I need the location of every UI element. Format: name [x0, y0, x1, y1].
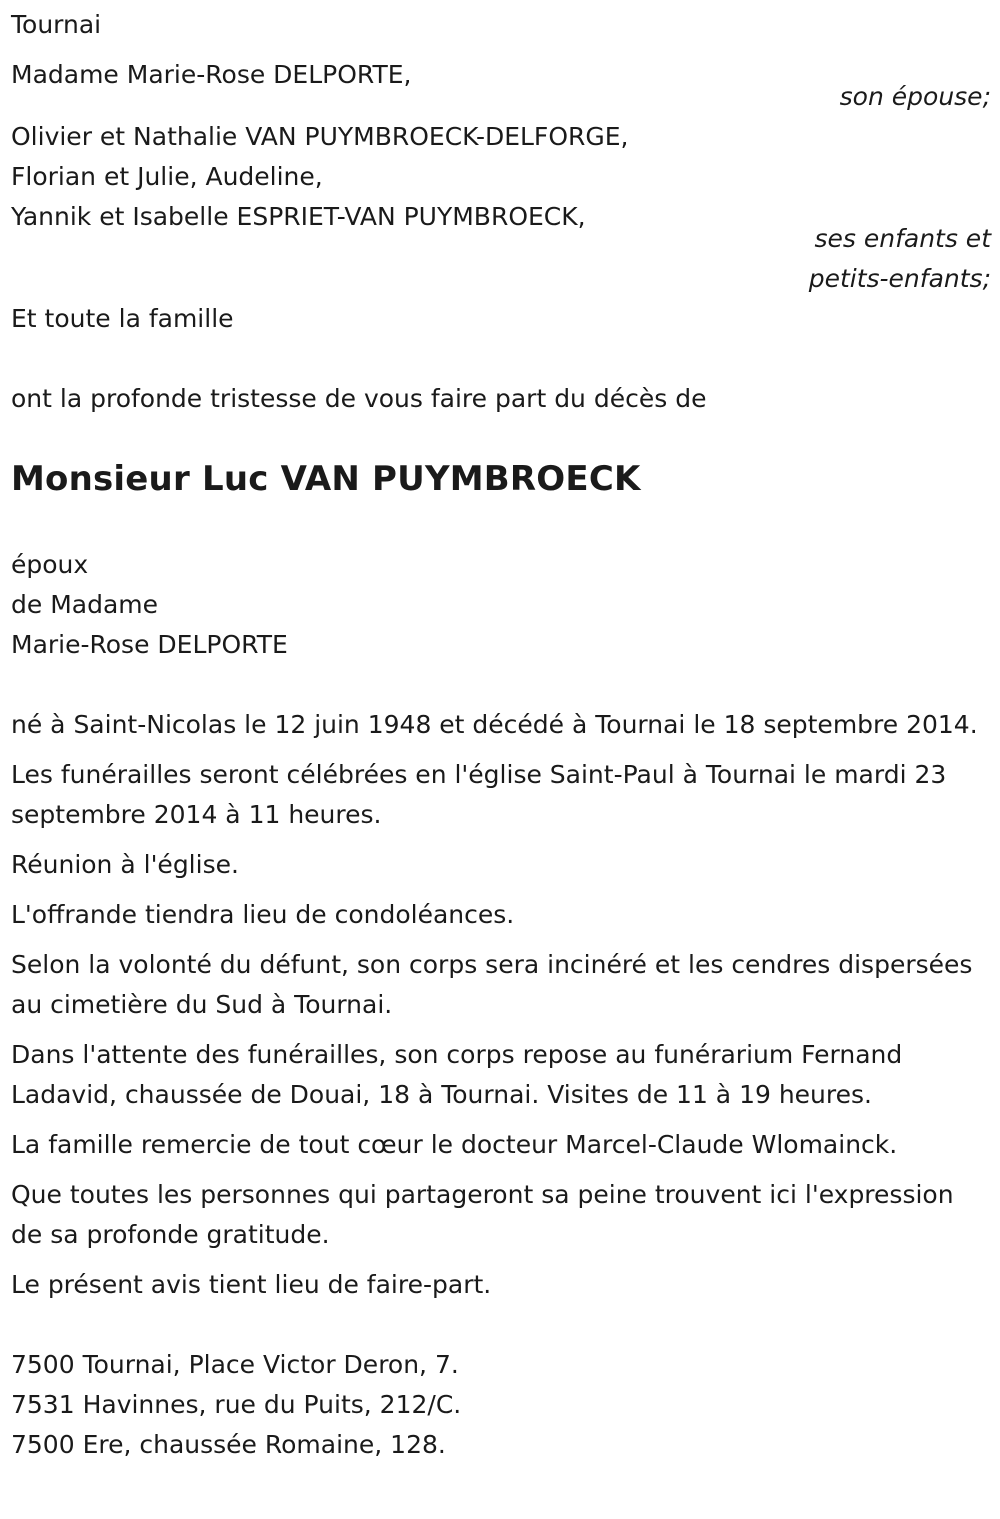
address-2: 7531 Havinnes, rue du Puits, 212/C.: [11, 1390, 462, 1419]
meeting-paragraph: Réunion à l'église.: [11, 850, 239, 879]
children-line-2: Florian et Julie, Audeline,: [11, 162, 323, 191]
address-1: 7500 Tournai, Place Victor Deron, 7.: [11, 1350, 459, 1379]
deceased-name: Monsieur Luc VAN PUYMBROECK: [11, 459, 641, 499]
children-relation-1: ses enfants et: [814, 224, 991, 253]
gratitude-paragraph: Que toutes les personnes qui partageront sa peine trouvent ici l'expression de sa profonde gratitude.: [11, 1180, 954, 1249]
funerarium-paragraph: Dans l'attente des funérailles, son corps repose au funérarium Fernand Ladavid, chaussée de Douai, 18 à Tournai. Visites de 11 à 19 heures.: [11, 1040, 903, 1109]
announcement-line: ont la profonde tristesse de vous faire part du décès de: [11, 384, 707, 413]
faire-part-paragraph: Le présent avis tient lieu de faire-part.: [11, 1270, 492, 1299]
offering-paragraph: L'offrande tiendra lieu de condoléances.: [11, 900, 515, 929]
obituary-notice: [11, 5, 991, 1465]
spouse-of-line-2: de Madame: [11, 590, 159, 619]
funeral-paragraph: Les funérailles seront célébrées en l'église Saint-Paul à Tournai le mardi 23 septembre 2014 à 11 heures.: [11, 760, 947, 829]
children-relation-2: petits-enfants;: [808, 264, 991, 293]
address-3: 7500 Ere, chaussée Romaine, 128.: [11, 1430, 446, 1459]
place-heading: Tournai: [11, 10, 102, 39]
children-line-3: Yannik et Isabelle ESPRIET-VAN PUYMBROECK,: [11, 202, 586, 231]
spouse-of-line-3: Marie-Rose DELPORTE: [11, 630, 288, 659]
thanks-paragraph: La famille remercie de tout cœur le docteur Marcel-Claude Wlomainck.: [11, 1130, 898, 1159]
spouse-of-line-1: époux: [11, 550, 89, 579]
spouse-name: Madame Marie-Rose DELPORTE,: [11, 60, 412, 89]
cremation-paragraph: Selon la volonté du défunt, son corps sera incinéré et les cendres dispersées au cimetière du Sud à Tournai.: [11, 950, 973, 1019]
spouse-relation: son épouse;: [839, 82, 991, 111]
children-line-1: Olivier et Nathalie VAN PUYMBROECK-DELFORGE,: [11, 122, 629, 151]
family-line: Et toute la famille: [11, 304, 234, 333]
birth-death-paragraph: né à Saint-Nicolas le 12 juin 1948 et décédé à Tournai le 18 septembre 2014.: [11, 710, 978, 739]
